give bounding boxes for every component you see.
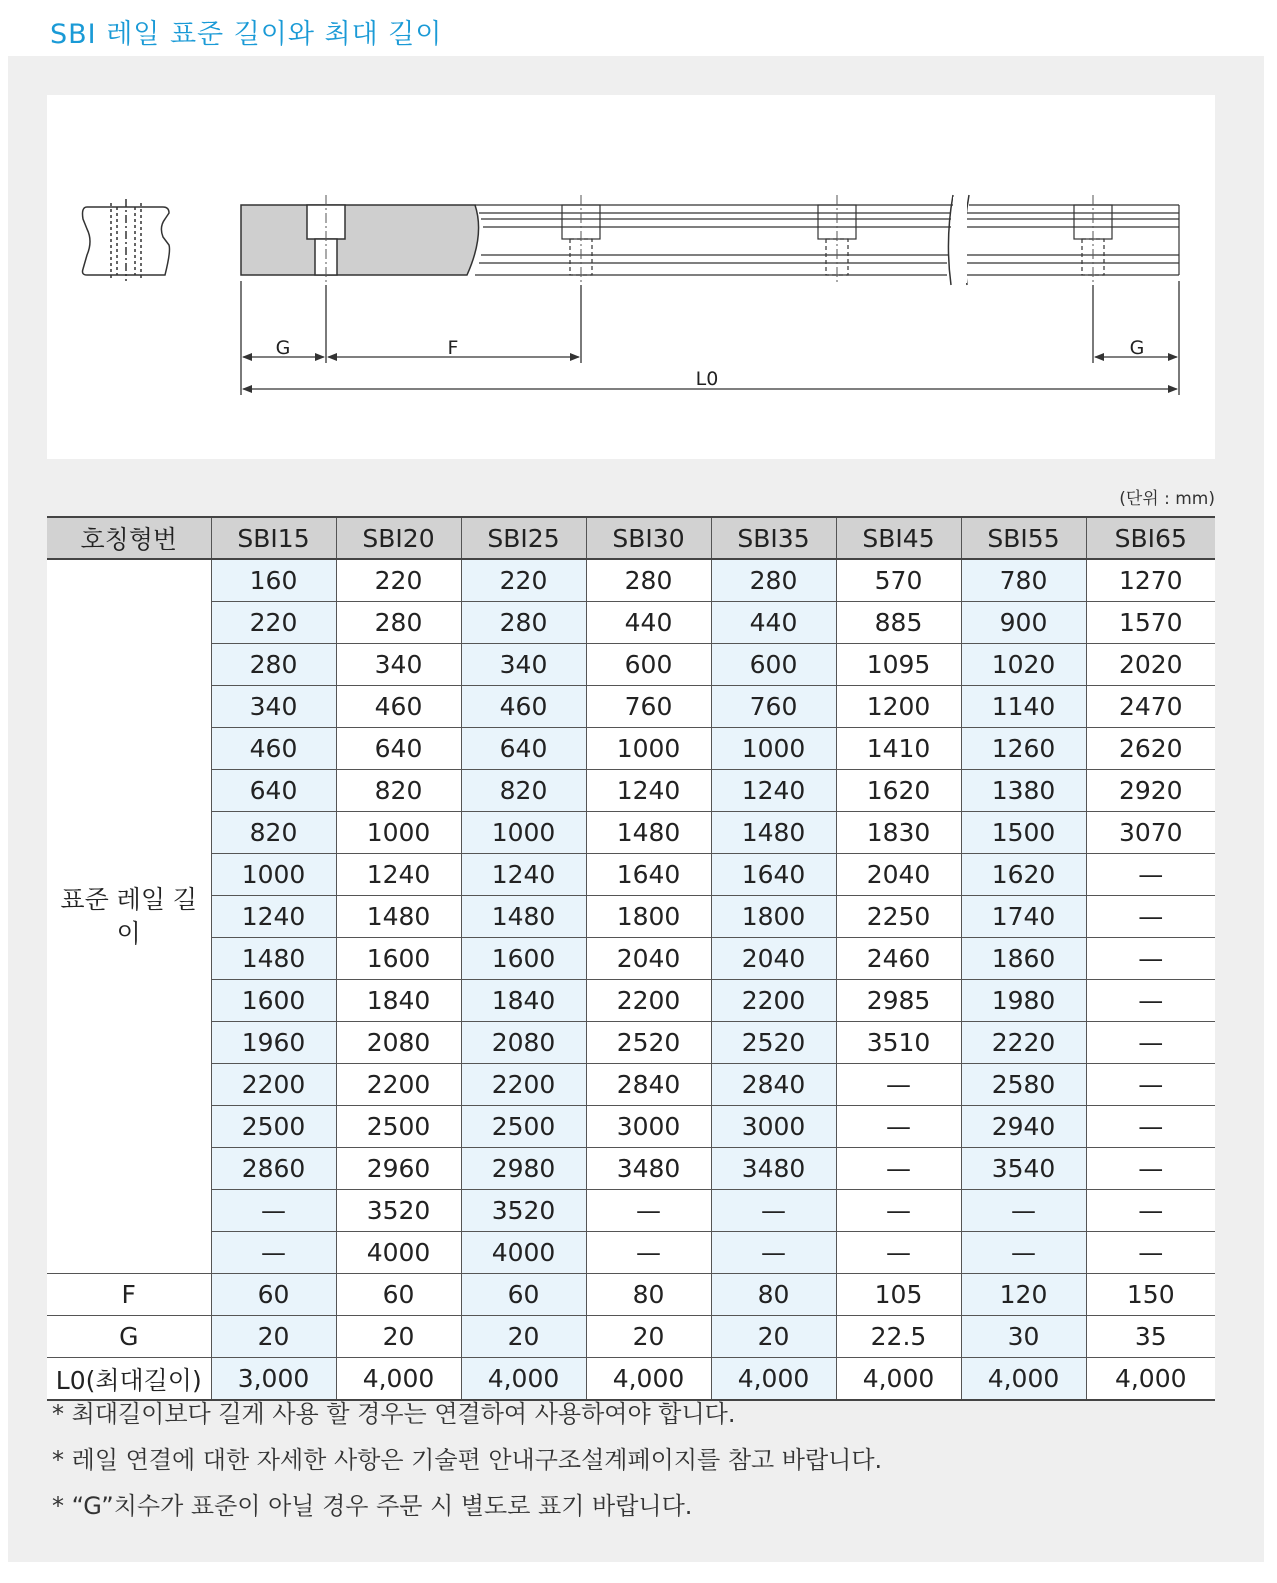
table-cell: 4,000 <box>336 1358 461 1401</box>
table-cell: 1640 <box>586 854 711 896</box>
table-cell: 900 <box>961 602 1086 644</box>
table-cell: 1740 <box>961 896 1086 938</box>
table-cell: 220 <box>461 559 586 602</box>
table-body <box>47 559 1215 1400</box>
table-cell: 1860 <box>961 938 1086 980</box>
table-cell: 1480 <box>336 896 461 938</box>
table-cell: 280 <box>211 644 336 686</box>
header-cell-model: SBI45 <box>836 517 961 559</box>
table-cell: 1000 <box>461 812 586 854</box>
table-cell: 820 <box>461 770 586 812</box>
table-cell: 2080 <box>461 1022 586 1064</box>
table-cell: 1240 <box>586 770 711 812</box>
table-cell: 1600 <box>211 980 336 1022</box>
table-cell: 1480 <box>211 938 336 980</box>
table-cell: 2200 <box>336 1064 461 1106</box>
table-cell: 760 <box>586 686 711 728</box>
table-cell: 440 <box>711 602 836 644</box>
table-cell: — <box>961 1232 1086 1274</box>
table-cell: 1640 <box>711 854 836 896</box>
table-cell: 1500 <box>961 812 1086 854</box>
table-cell: 60 <box>211 1274 336 1316</box>
unit-note: (단위 : mm) <box>1119 489 1215 509</box>
table-cell: 640 <box>336 728 461 770</box>
table-cell: 1380 <box>961 770 1086 812</box>
footnotes <box>52 1400 882 1538</box>
table-cell: 3510 <box>836 1022 961 1064</box>
table-cell: 2040 <box>836 854 961 896</box>
table-cell: 2040 <box>711 938 836 980</box>
header-cell-model: SBI25 <box>461 517 586 559</box>
table-cell: 280 <box>711 559 836 602</box>
table-cell: 600 <box>711 644 836 686</box>
table-cell: 1200 <box>836 686 961 728</box>
table-cell: 1095 <box>836 644 961 686</box>
table-cell: — <box>1086 1022 1215 1064</box>
row-g <box>47 1316 1215 1358</box>
dim-label-g-left: G <box>275 337 291 359</box>
table-cell: 1830 <box>836 812 961 854</box>
table-cell: 2220 <box>961 1022 1086 1064</box>
table-cell: — <box>711 1232 836 1274</box>
table-cell: 3000 <box>586 1106 711 1148</box>
rail-length-table <box>47 516 1215 1401</box>
dim-label-l0: L0 <box>695 368 719 390</box>
rail-side-view <box>241 195 1179 285</box>
table-cell: 1480 <box>711 812 836 854</box>
table-cell: — <box>836 1106 961 1148</box>
table-cell: 1620 <box>961 854 1086 896</box>
table-cell: 2985 <box>836 980 961 1022</box>
table-row <box>47 896 1215 938</box>
table-cell: 4,000 <box>836 1358 961 1401</box>
header-cell-model: SBI55 <box>961 517 1086 559</box>
table-cell: 2200 <box>211 1064 336 1106</box>
table-cell: 1620 <box>836 770 961 812</box>
rail-drawing <box>47 95 1215 459</box>
table-cell: 1240 <box>461 854 586 896</box>
table-cell: — <box>836 1190 961 1232</box>
table-cell: 1240 <box>711 770 836 812</box>
table-cell: 2200 <box>586 980 711 1022</box>
table-cell: 4,000 <box>961 1358 1086 1401</box>
table-cell: 280 <box>586 559 711 602</box>
table-cell: 1260 <box>961 728 1086 770</box>
table-cell: 1000 <box>211 854 336 896</box>
row-l0 <box>47 1358 1215 1401</box>
table-cell: 80 <box>586 1274 711 1316</box>
table-row <box>47 728 1215 770</box>
header-cell-model: SBI15 <box>211 517 336 559</box>
table-cell: — <box>211 1190 336 1232</box>
table-cell: 1270 <box>1086 559 1215 602</box>
table-cell: 2580 <box>961 1064 1086 1106</box>
table-cell: 60 <box>461 1274 586 1316</box>
table-cell: 1960 <box>211 1022 336 1064</box>
table-cell: — <box>211 1232 336 1274</box>
table-cell: 600 <box>586 644 711 686</box>
table-cell: 1020 <box>961 644 1086 686</box>
table-cell: — <box>1086 980 1215 1022</box>
footnote: * 레일 연결에 대한 자세한 사항은 기술편 안내구조설계페이지를 참고 바랍니다. <box>52 1446 883 1474</box>
table-cell: 2080 <box>336 1022 461 1064</box>
table-cell: 2940 <box>961 1106 1086 1148</box>
table-row <box>47 770 1215 812</box>
table-cell: 820 <box>336 770 461 812</box>
table-cell: 1840 <box>336 980 461 1022</box>
table-cell: 1410 <box>836 728 961 770</box>
table-cell: 1600 <box>461 938 586 980</box>
table-row <box>47 980 1215 1022</box>
table-cell: 20 <box>461 1316 586 1358</box>
table-cell: 3540 <box>961 1148 1086 1190</box>
table-row <box>47 1064 1215 1106</box>
header-cell-model: SBI35 <box>711 517 836 559</box>
table-cell: — <box>961 1190 1086 1232</box>
table-cell: 2840 <box>586 1064 711 1106</box>
header-cell-model: SBI30 <box>586 517 711 559</box>
table-cell: — <box>1086 854 1215 896</box>
rail-diagram <box>47 95 1215 459</box>
table-cell: 2470 <box>1086 686 1215 728</box>
table-cell: — <box>1086 1190 1215 1232</box>
table-cell: 1240 <box>336 854 461 896</box>
table-cell: 105 <box>836 1274 961 1316</box>
table-cell: 2520 <box>711 1022 836 1064</box>
table-row <box>47 938 1215 980</box>
table-cell: 220 <box>336 559 461 602</box>
table-cell: 4,000 <box>1086 1358 1215 1401</box>
table-cell: 340 <box>336 644 461 686</box>
row-label: F <box>47 1274 211 1316</box>
table-cell: 2860 <box>211 1148 336 1190</box>
table-row <box>47 559 1215 602</box>
table-cell: — <box>1086 1106 1215 1148</box>
table-cell: 2840 <box>711 1064 836 1106</box>
table-cell: 2250 <box>836 896 961 938</box>
table-row <box>47 1232 1215 1274</box>
table-cell: 1000 <box>711 728 836 770</box>
table-cell: 2620 <box>1086 728 1215 770</box>
table-cell: 280 <box>336 602 461 644</box>
table-row <box>47 686 1215 728</box>
table-cell: 2980 <box>461 1148 586 1190</box>
dim-label-g-right: G <box>1129 337 1145 359</box>
table-cell: 570 <box>836 559 961 602</box>
table-cell: — <box>586 1232 711 1274</box>
table-cell: 60 <box>336 1274 461 1316</box>
table-cell: 30 <box>961 1316 1086 1358</box>
table-row <box>47 1148 1215 1190</box>
table-cell: 280 <box>461 602 586 644</box>
table-cell: 1000 <box>586 728 711 770</box>
table-cell: 1600 <box>336 938 461 980</box>
table-cell: 3070 <box>1086 812 1215 854</box>
table-cell: — <box>1086 1232 1215 1274</box>
header-cell-model: SBI65 <box>1086 517 1215 559</box>
table-cell: 2040 <box>586 938 711 980</box>
table-cell: 120 <box>961 1274 1086 1316</box>
table-cell: 35 <box>1086 1316 1215 1358</box>
table-cell: 4000 <box>336 1232 461 1274</box>
table-cell: 2020 <box>1086 644 1215 686</box>
footnote: * 최대길이보다 길게 사용 할 경우는 연결하여 사용하여야 합니다. <box>52 1400 736 1428</box>
table-cell: 340 <box>211 686 336 728</box>
table-cell: — <box>1086 1148 1215 1190</box>
table-cell: 220 <box>211 602 336 644</box>
table-cell: 760 <box>711 686 836 728</box>
table-cell: 150 <box>1086 1274 1215 1316</box>
table-cell: 640 <box>211 770 336 812</box>
table-row <box>47 812 1215 854</box>
table-cell: 160 <box>211 559 336 602</box>
table-cell: 20 <box>336 1316 461 1358</box>
table-cell: 3480 <box>711 1148 836 1190</box>
table-cell: 2920 <box>1086 770 1215 812</box>
footnote: * “G”치수가 표준이 아닐 경우 주문 시 별도로 표기 바랍니다. <box>52 1492 693 1520</box>
dim-label-f: F <box>447 337 459 359</box>
row-label: L0(최대길이) <box>47 1358 211 1401</box>
table-row <box>47 1190 1215 1232</box>
table-cell: 2500 <box>211 1106 336 1148</box>
table-cell: 2960 <box>336 1148 461 1190</box>
table-cell: 3480 <box>586 1148 711 1190</box>
table-cell: 2500 <box>461 1106 586 1148</box>
table-cell: 4000 <box>461 1232 586 1274</box>
table-cell: 460 <box>211 728 336 770</box>
table-cell: 2200 <box>461 1064 586 1106</box>
table-cell: 1480 <box>461 896 586 938</box>
table-row <box>47 1106 1215 1148</box>
table-cell: 1980 <box>961 980 1086 1022</box>
table-row <box>47 854 1215 896</box>
table-cell: — <box>836 1232 961 1274</box>
table-cell: 1840 <box>461 980 586 1022</box>
table-cell: — <box>836 1148 961 1190</box>
table-cell: 3,000 <box>211 1358 336 1401</box>
table-cell: — <box>711 1190 836 1232</box>
rail-cross-section <box>83 199 170 281</box>
table-row <box>47 602 1215 644</box>
row-label: G <box>47 1316 211 1358</box>
table-cell: 1800 <box>586 896 711 938</box>
table-cell: — <box>1086 1064 1215 1106</box>
table-cell: — <box>1086 938 1215 980</box>
table-cell: 22.5 <box>836 1316 961 1358</box>
table-cell: 4,000 <box>586 1358 711 1401</box>
table-cell: — <box>1086 896 1215 938</box>
table-cell: 1800 <box>711 896 836 938</box>
table-cell: 1000 <box>336 812 461 854</box>
page-title: SBI 레일 표준 길이와 최대 길이 <box>50 19 443 50</box>
table-cell: 2520 <box>586 1022 711 1064</box>
table-cell: 2500 <box>336 1106 461 1148</box>
table-cell: 20 <box>586 1316 711 1358</box>
table-cell: 3000 <box>711 1106 836 1148</box>
header-cell-model: SBI20 <box>336 517 461 559</box>
table-cell: 80 <box>711 1274 836 1316</box>
table-cell: 460 <box>461 686 586 728</box>
table-cell: 3520 <box>461 1190 586 1232</box>
table-cell: 820 <box>211 812 336 854</box>
table-cell: 4,000 <box>461 1358 586 1401</box>
table-cell: 1570 <box>1086 602 1215 644</box>
table-header-row <box>47 517 1215 559</box>
table-cell: 1140 <box>961 686 1086 728</box>
row-label-standard-length: 표준 레일 길이 <box>47 559 211 1274</box>
header-cell-label: 호칭형번 <box>47 517 211 559</box>
table-cell: 340 <box>461 644 586 686</box>
table-cell: 2460 <box>836 938 961 980</box>
table-cell: 1480 <box>586 812 711 854</box>
table-cell: 780 <box>961 559 1086 602</box>
row-f <box>47 1274 1215 1316</box>
table-row <box>47 644 1215 686</box>
table-cell: 2200 <box>711 980 836 1022</box>
table-cell: 3520 <box>336 1190 461 1232</box>
table-cell: 1240 <box>211 896 336 938</box>
table-cell: 460 <box>336 686 461 728</box>
table-row <box>47 1022 1215 1064</box>
table-cell: 20 <box>711 1316 836 1358</box>
table-cell: 640 <box>461 728 586 770</box>
table-cell: 885 <box>836 602 961 644</box>
table-cell: — <box>836 1064 961 1106</box>
table-cell: — <box>586 1190 711 1232</box>
table-cell: 4,000 <box>711 1358 836 1401</box>
table-cell: 440 <box>586 602 711 644</box>
table-cell: 20 <box>211 1316 336 1358</box>
